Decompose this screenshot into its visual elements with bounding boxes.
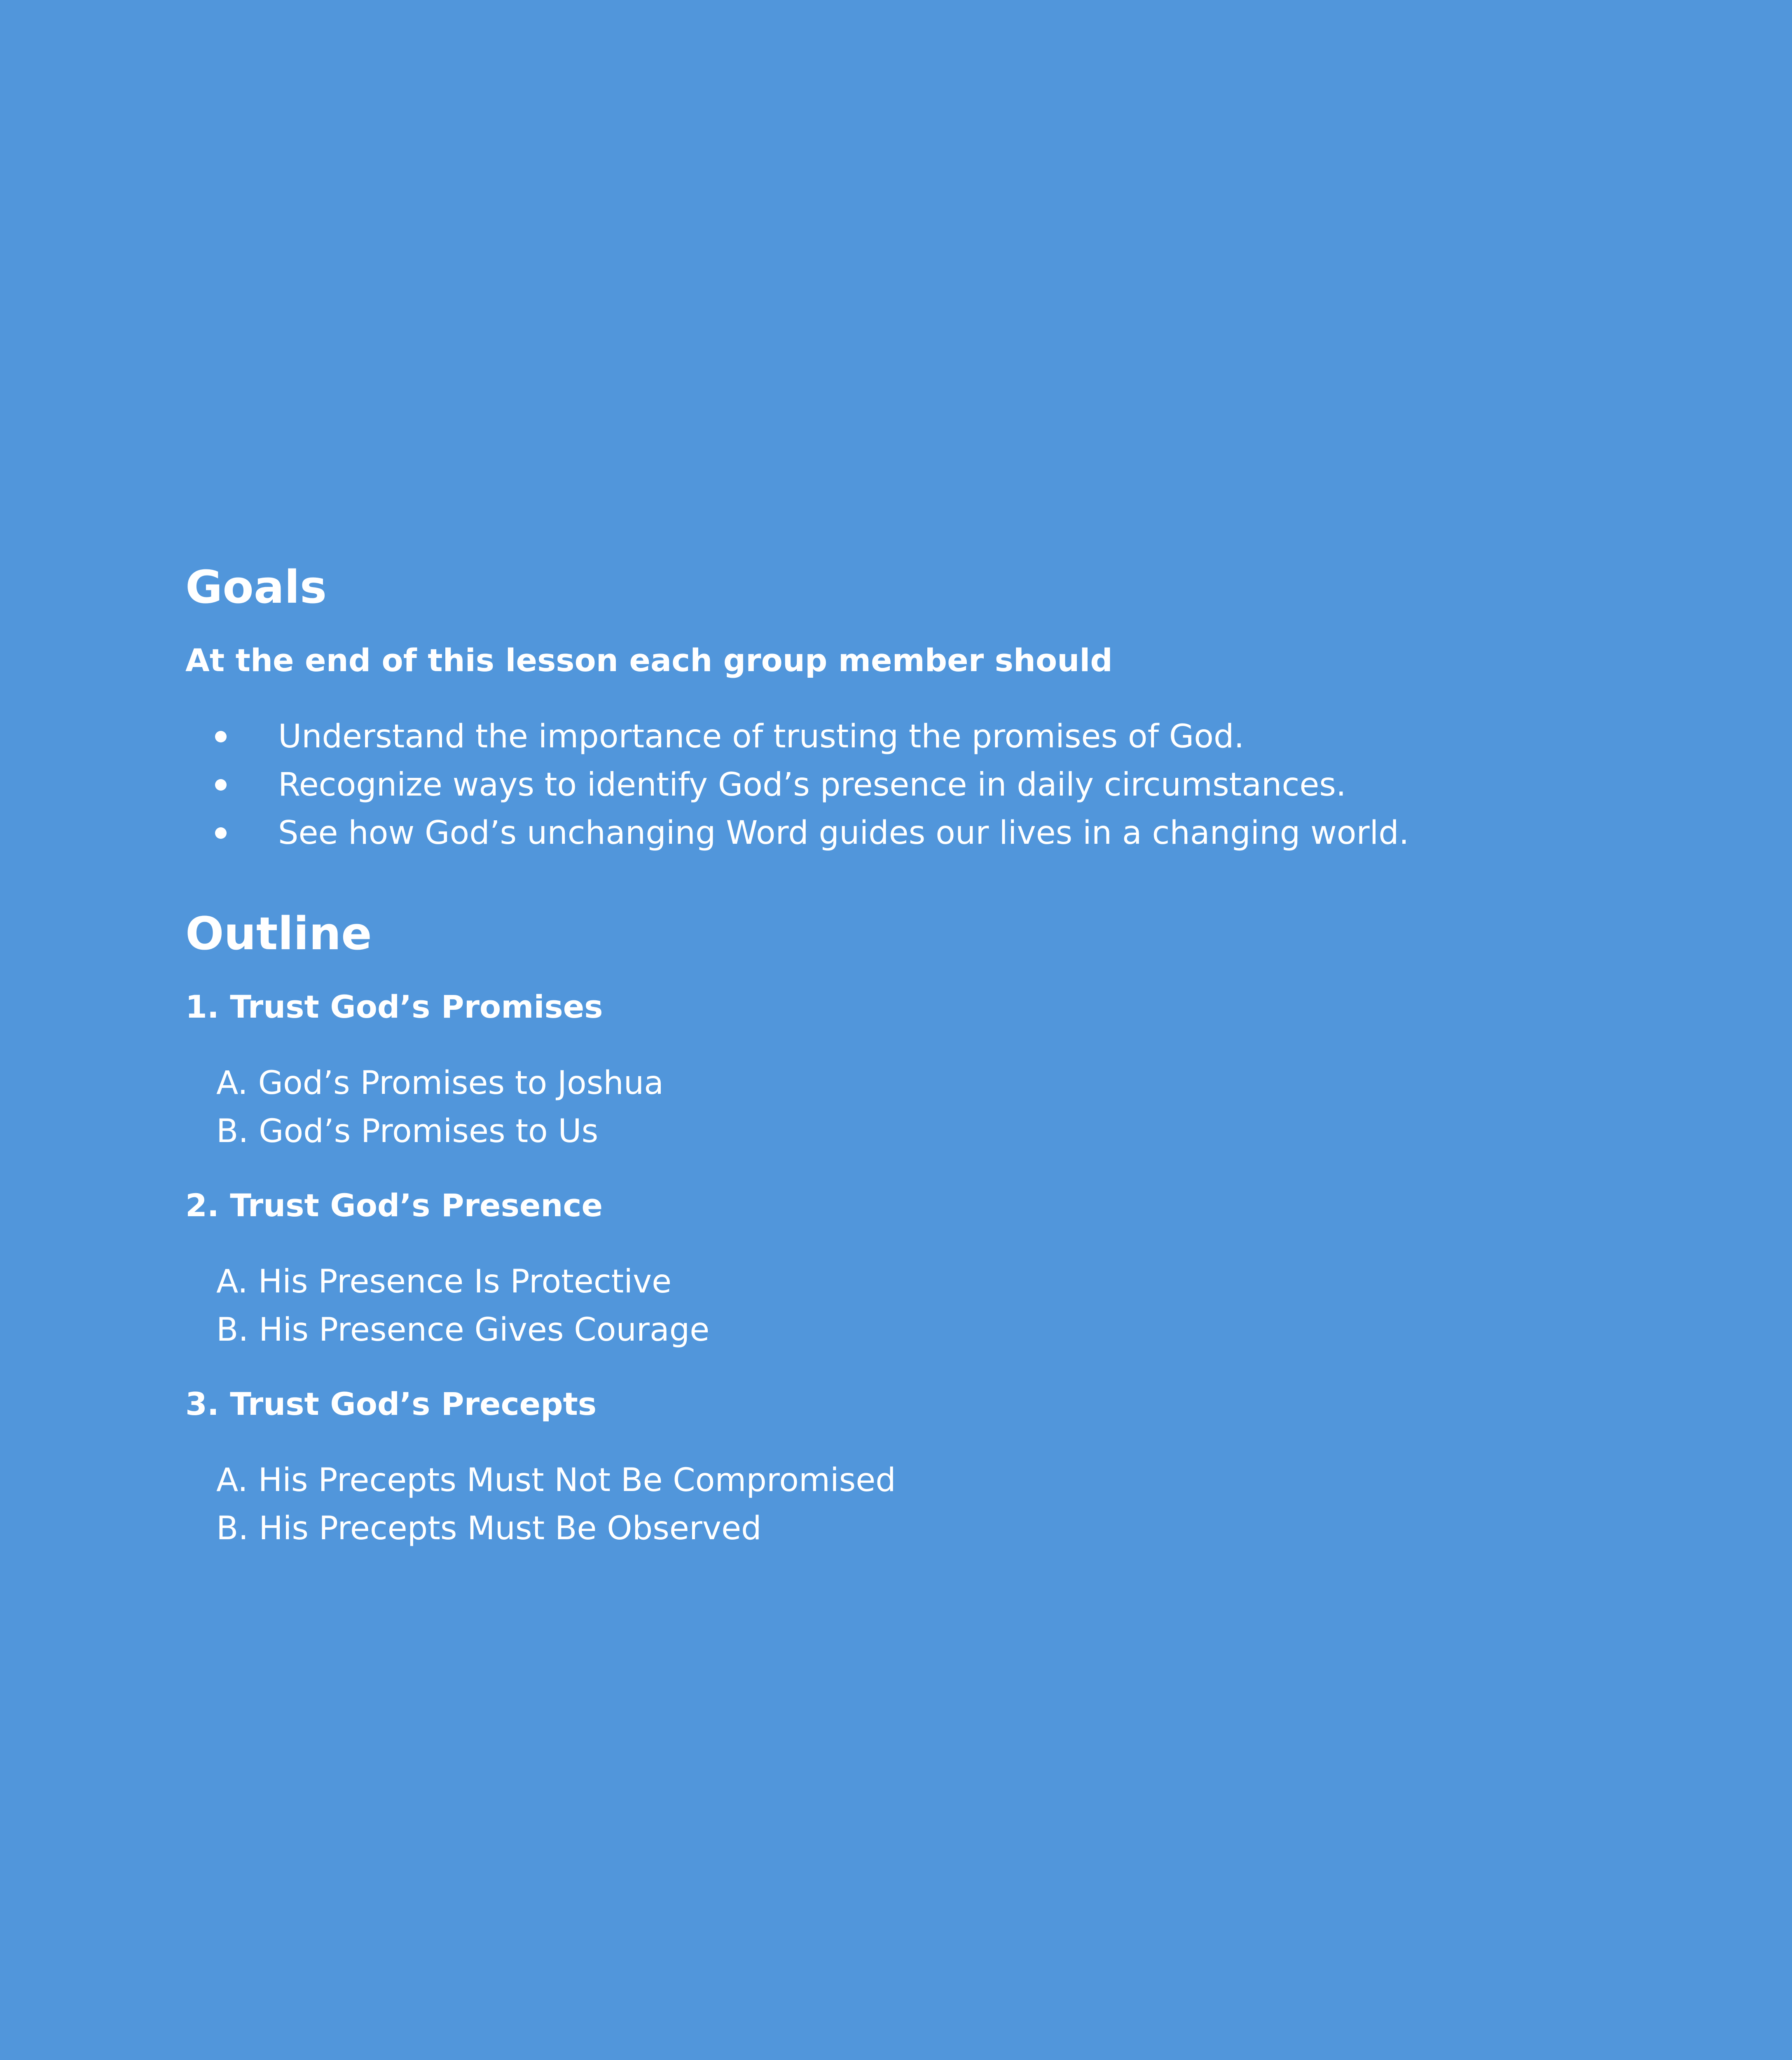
goal-text: See how God’s unchanging Word guides our lives in a changing world. bbox=[278, 815, 1409, 852]
outline-point: B. His Presence Gives Courage bbox=[216, 1311, 710, 1348]
lesson-page bbox=[185, 556, 1627, 1580]
outline-section-promises bbox=[185, 984, 1627, 1156]
bullet-icon bbox=[215, 779, 227, 791]
goal-item bbox=[185, 809, 1627, 857]
goals-intro: At the end of this lesson each group member should bbox=[185, 642, 1113, 679]
goal-item bbox=[185, 761, 1627, 809]
goal-item bbox=[185, 713, 1627, 761]
outline-point: B. His Precepts Must Be Observed bbox=[216, 1510, 762, 1547]
bullet-icon bbox=[215, 827, 227, 839]
outline-point: B. God’s Promises to Us bbox=[216, 1113, 599, 1150]
outline-points bbox=[185, 1258, 1627, 1354]
outline-section-title: 3. Trust God’s Precepts bbox=[185, 1386, 597, 1422]
outline-section-presence bbox=[185, 1183, 1627, 1354]
goals-heading: Goals bbox=[185, 561, 327, 613]
goal-text: Understand the importance of trusting the promises of God. bbox=[278, 718, 1245, 755]
outline-section-precepts bbox=[185, 1381, 1627, 1553]
goal-text: Recognize ways to identify God’s presence in daily circumstances. bbox=[278, 766, 1346, 803]
goals-list bbox=[185, 713, 1627, 857]
outline-points bbox=[185, 1059, 1627, 1156]
bullet-icon bbox=[215, 731, 227, 742]
outline-point: A. God’s Promises to Joshua bbox=[216, 1065, 664, 1102]
outline-point: A. His Precepts Must Not Be Compromised bbox=[216, 1462, 896, 1499]
outline-section-title: 2. Trust God’s Presence bbox=[185, 1187, 603, 1224]
outline-point: A. His Presence Is Protective bbox=[216, 1263, 672, 1300]
outline-section-title: 1. Trust God’s Promises bbox=[185, 988, 603, 1025]
outline-points bbox=[185, 1456, 1627, 1553]
outline-heading: Outline bbox=[185, 907, 372, 960]
